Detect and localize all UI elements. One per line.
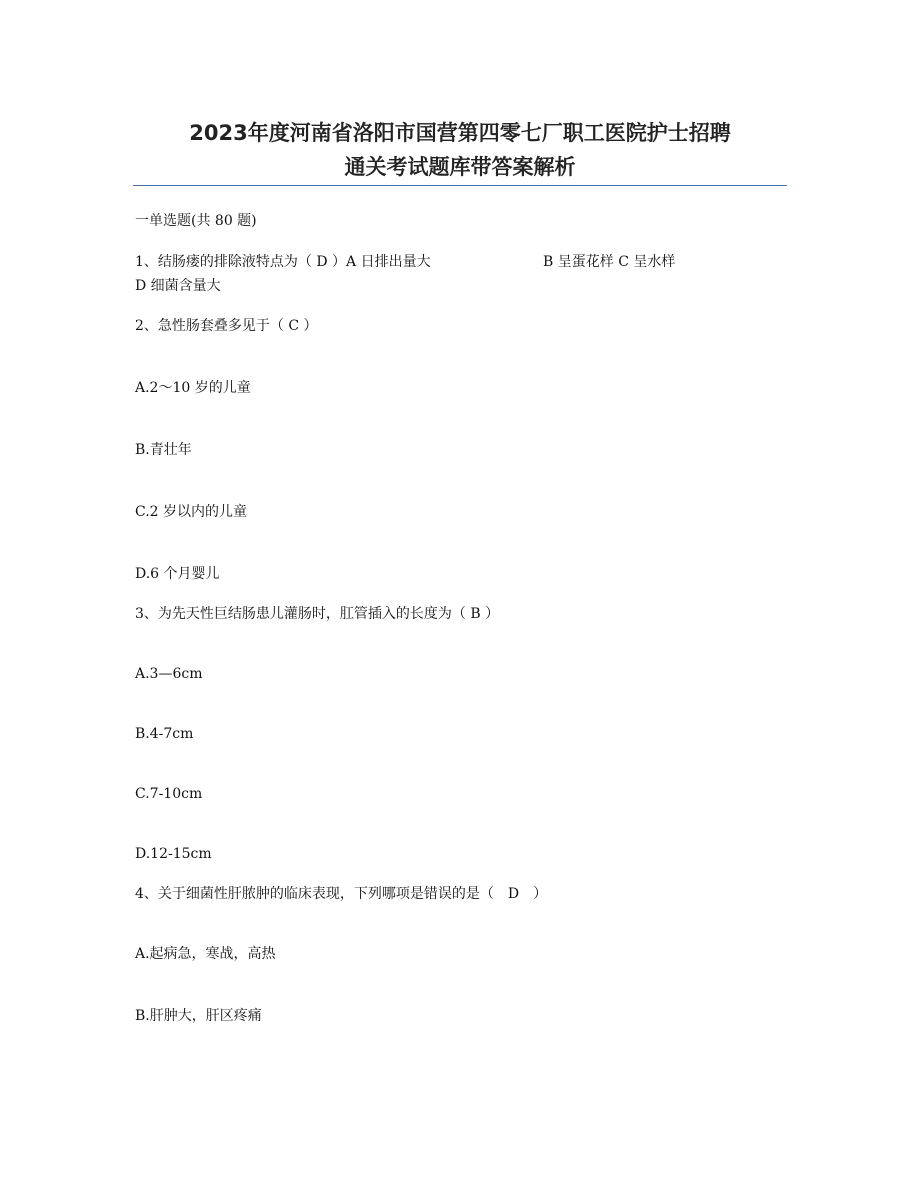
question-4-stem: 4、关于细菌性肝脓肿的临床表现，下列哪项是错误的是（ D ） — [135, 886, 548, 902]
question-2-option-d: D.6 个月婴儿 — [135, 566, 220, 582]
question-2-stem: 2、急性肠套叠多见于（ C ） — [135, 318, 318, 334]
document-title-line-1: 2023年度河南省洛阳市国营第四零七厂职工医院护士招聘 — [189, 121, 731, 145]
question-4-option-b: B.肝肿大，肝区疼痛 — [135, 1008, 262, 1024]
title-divider — [133, 185, 787, 186]
question-2-option-b: B.青壮年 — [135, 442, 192, 458]
question-1-stem-line-2: D 细菌含量大 — [135, 278, 221, 294]
question-3-stem: 3、为先天性巨结肠患儿灌肠时，肛管插入的长度为（ B ） — [135, 606, 500, 622]
section-heading: 一单选题(共 80 题) — [135, 213, 257, 229]
question-2-option-c: C.2 岁以内的儿童 — [135, 504, 248, 520]
question-1-stem-options: B 呈蛋花样 C 呈水样 — [543, 254, 676, 270]
question-4-option-a: A.起病急，寒战，高热 — [135, 946, 276, 962]
question-3-option-b: B.4-7cm — [135, 726, 194, 742]
question-2-option-a: A.2～10 岁的儿童 — [135, 380, 251, 396]
question-3-option-a: A.3—6cm — [135, 666, 203, 682]
question-3-option-c: C.7-10cm — [135, 786, 203, 802]
document-title-line-2: 通关考试题库带答案解析 — [344, 155, 576, 179]
question-1-stem: 1、结肠瘘的排除液特点为（ D ）A 日排出量大 — [135, 254, 431, 270]
question-3-option-d: D.12-15cm — [135, 846, 212, 862]
